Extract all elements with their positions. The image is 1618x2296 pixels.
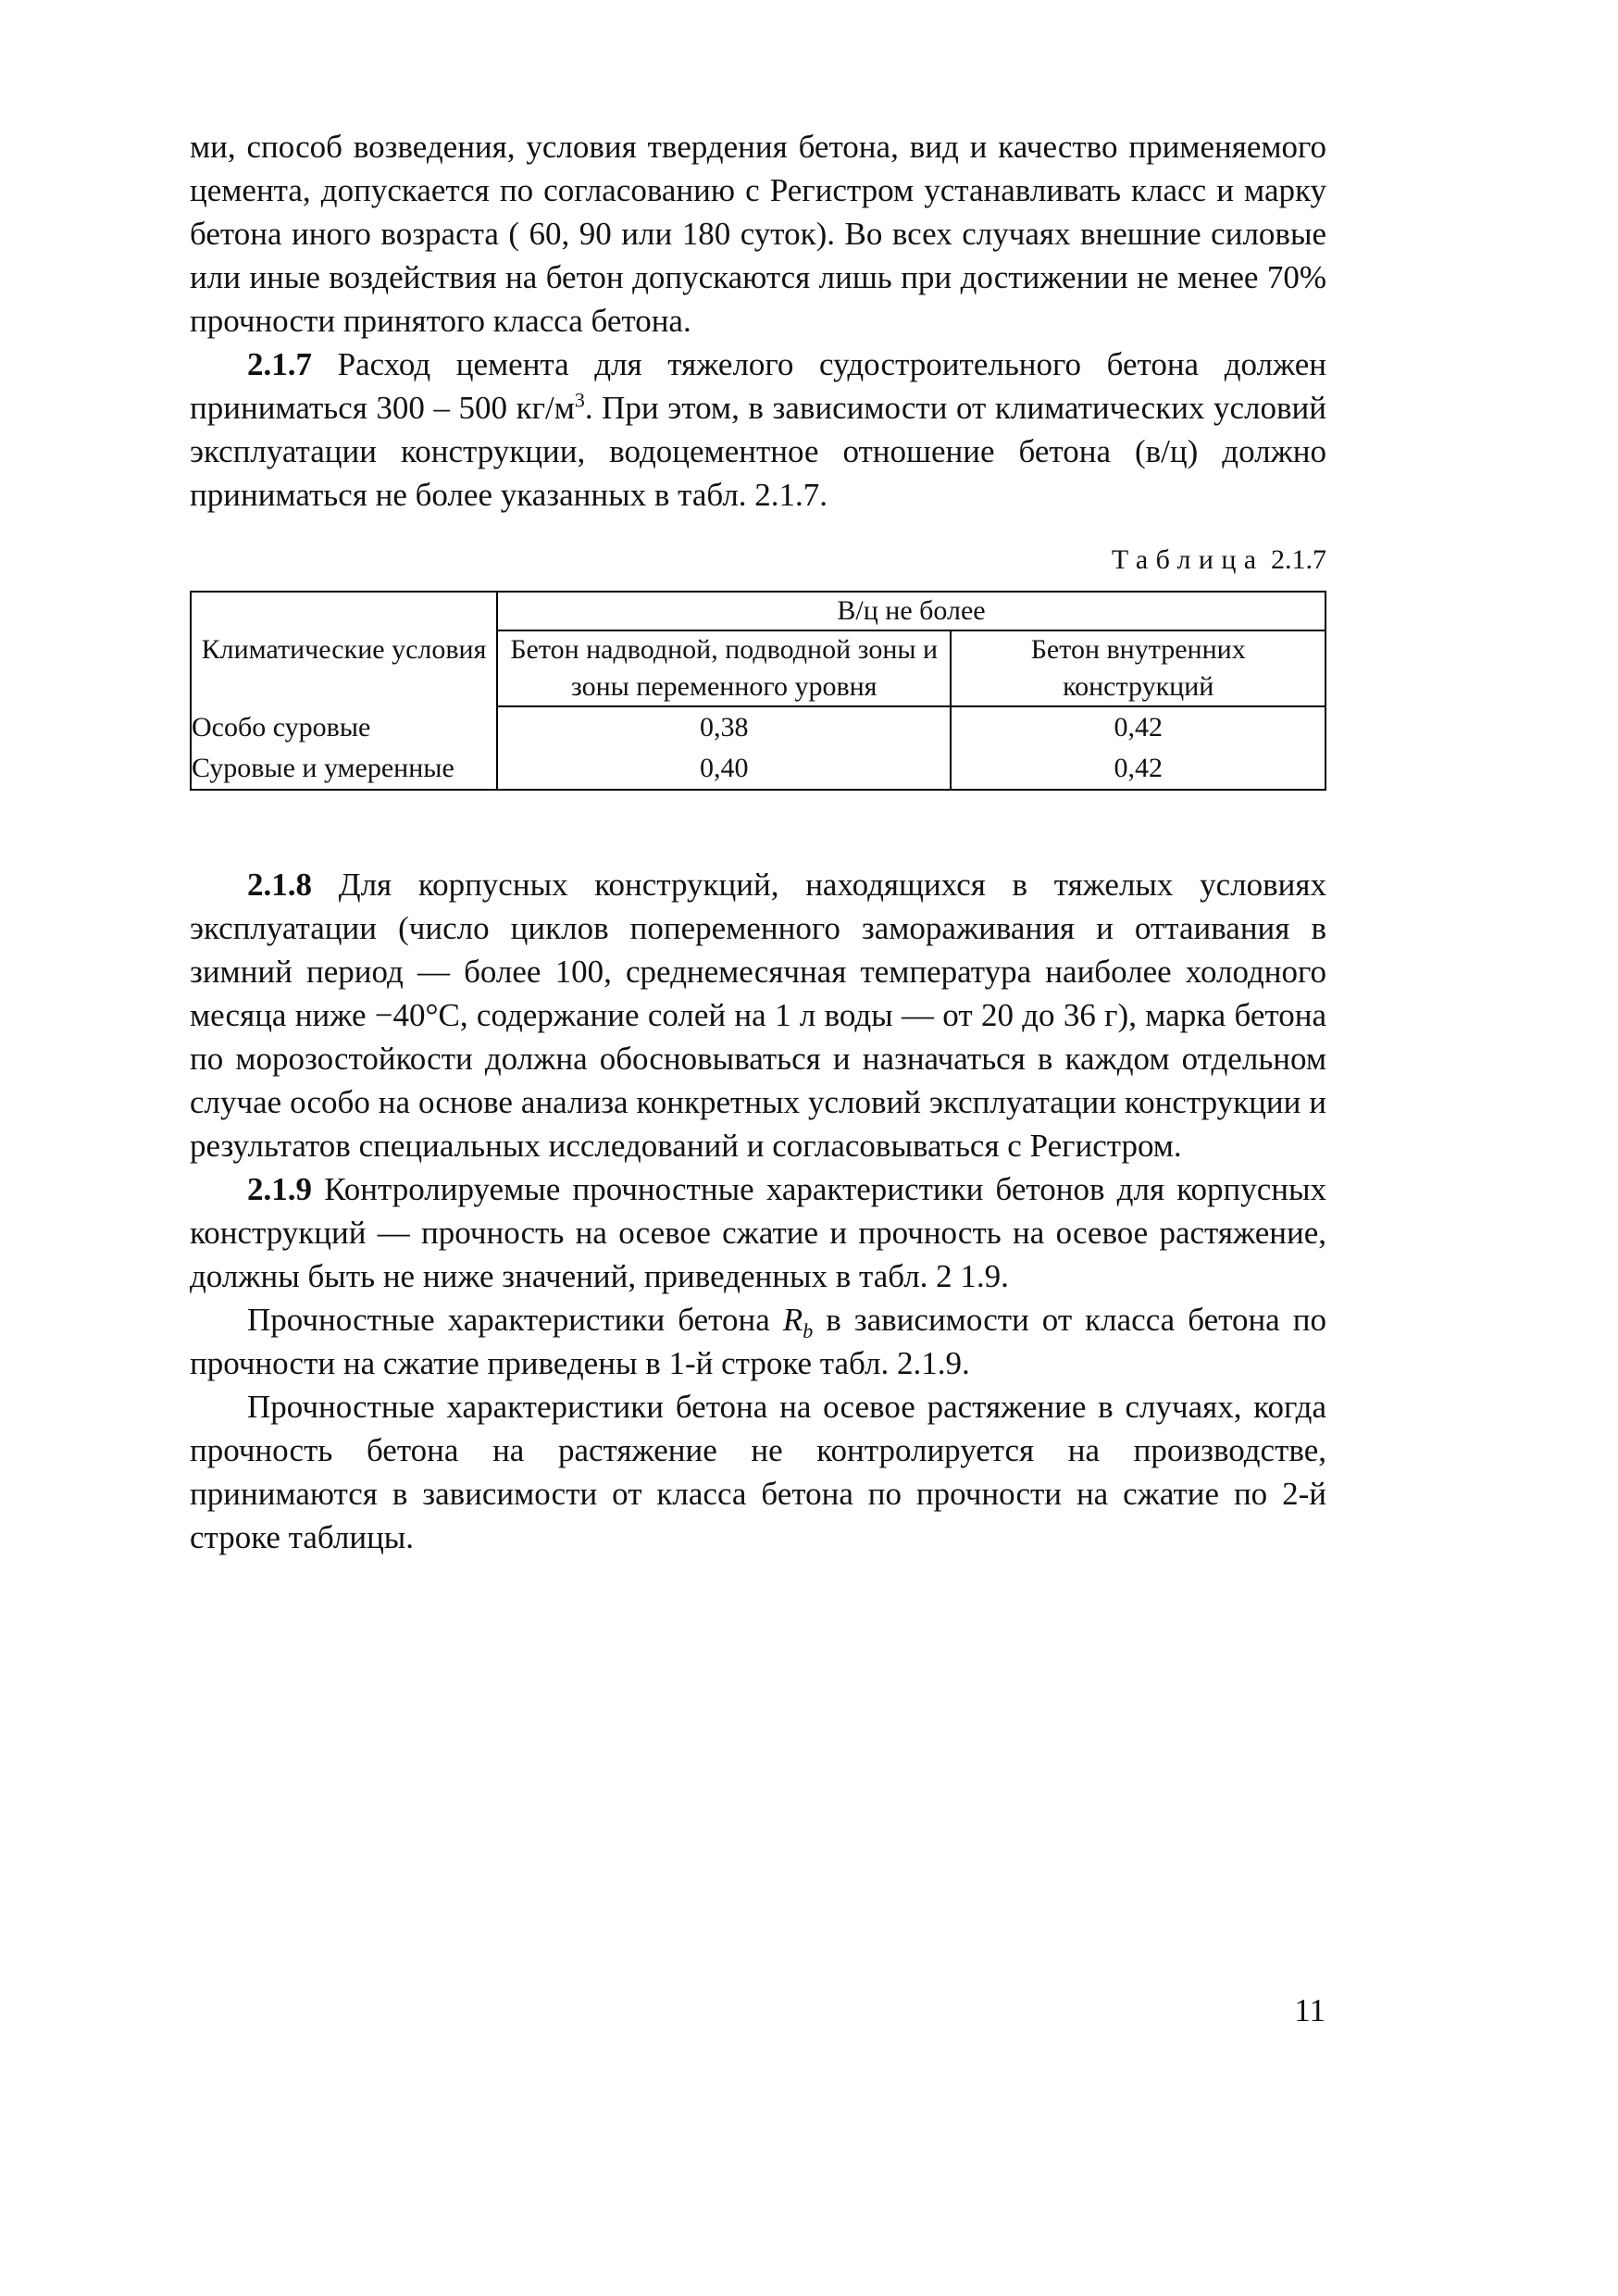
row-value-1: 0,40 bbox=[497, 748, 951, 790]
paragraph-continuation bbox=[190, 125, 1326, 343]
paragraph-last bbox=[190, 1385, 1326, 1559]
rb-letter: R bbox=[782, 1302, 803, 1338]
header-cell-wc-ratio: В/ц не более bbox=[497, 592, 1326, 630]
paragraph-2-1-9 bbox=[190, 1167, 1326, 1298]
clause-number-2-1-9: 2.1.9 bbox=[247, 1171, 312, 1207]
clause-number-2-1-8: 2.1.8 bbox=[247, 867, 312, 903]
paragraph-text: Прочностные характеристики бетона на осевое растяжение в случаях, когда прочность бетона на растяжение не контролируется на производстве, принимаются в зависимости от класса бетона по прочности на сжатие по 2-й строке таблицы. bbox=[190, 1389, 1326, 1555]
table-header bbox=[191, 592, 1326, 706]
clause-number-2-1-7: 2.1.7 bbox=[247, 346, 312, 382]
paragraph-text: Прочностные характеристики бетона bbox=[247, 1302, 783, 1338]
table-body bbox=[191, 706, 1326, 790]
row-value-1: 0,38 bbox=[497, 706, 951, 748]
table-row bbox=[191, 706, 1326, 748]
row-label: Особо суровые bbox=[191, 706, 497, 748]
paragraph-2-1-7 bbox=[190, 343, 1326, 517]
row-label: Суровые и умеренные bbox=[191, 748, 497, 790]
paragraph-text: Расход цемента для тяжелого судостроительного бетона должен приниматься 300 – 500 кг/м bbox=[190, 346, 1326, 426]
table-caption-word: Таблица bbox=[1111, 544, 1264, 575]
paragraph-text: ми, способ возведения, условия твердения бетона, вид и качество применяемого цемента, допускается по согласованию с Регистром устанавливать класс и марку бетона иного возраста ( 60, 90 или 180 суток). Во всех случаях внешние силовые или иные воздействия на бетон допускаются лишь при достижении не менее 70% прочности принятого класса бетона. bbox=[190, 129, 1326, 339]
paragraph-text: Контролируемые прочностные характеристики бетонов для корпусных конструкций — прочность на осевое сжатие и прочность на осевое растяжение, должны быть не ниже значений, приведенных в табл. 2 1.9. bbox=[190, 1171, 1326, 1294]
header-cell-surface-zone: Бетон надводной, подводной зоны и зоны переменного уровня bbox=[497, 630, 951, 706]
superscript-3: 3 bbox=[574, 388, 585, 412]
table-row bbox=[191, 748, 1326, 790]
rb-symbol bbox=[782, 1302, 814, 1342]
paragraph-text: в зависимости от класса бетона по прочности на сжатие приведены в 1-й строке табл. 2.1.9. bbox=[190, 1302, 1326, 1381]
row-value-2: 0,42 bbox=[1114, 712, 1163, 742]
paragraph-text: . При этом, в зависимости от климатических условий эксплуатации конструкции, водоцементное отношение бетона (в/ц) должно приниматься не более указанных в табл. 2.1.7. bbox=[190, 390, 1326, 513]
paragraph-text: Для корпусных конструкций, находящихся в тяжелых условиях эксплуатации (число циклов попеременного замораживания и оттаивания в зимний период — более 100, среднемесячная температура наиболее холодного месяца ниже −40°С, содержание солей на 1 л воды — от 20 до 36 г), марка бетона по морозостойкости должна обосновываться и назначаться в каждом отдельном случае особо на основе анализа конкретных условий эксплуатации конструкции и результатов специальных исследований и согласовываться с Регистром. bbox=[190, 867, 1326, 1164]
header-cell-internal: Бетон внутренних конструкций bbox=[951, 630, 1326, 706]
paragraph-rb bbox=[190, 1298, 1326, 1385]
table-caption-number: 2.1.7 bbox=[1271, 544, 1326, 575]
row-value-2: 0,42 bbox=[1114, 753, 1163, 783]
table-caption bbox=[190, 543, 1326, 578]
page-number: 11 bbox=[1294, 1992, 1326, 2028]
text-block bbox=[190, 125, 1326, 1559]
header-cell-climate: Климатические условия bbox=[191, 592, 497, 706]
rb-subscript: b bbox=[803, 1319, 814, 1342]
table-2-1-7 bbox=[190, 591, 1326, 791]
paragraph-2-1-8 bbox=[190, 863, 1326, 1167]
